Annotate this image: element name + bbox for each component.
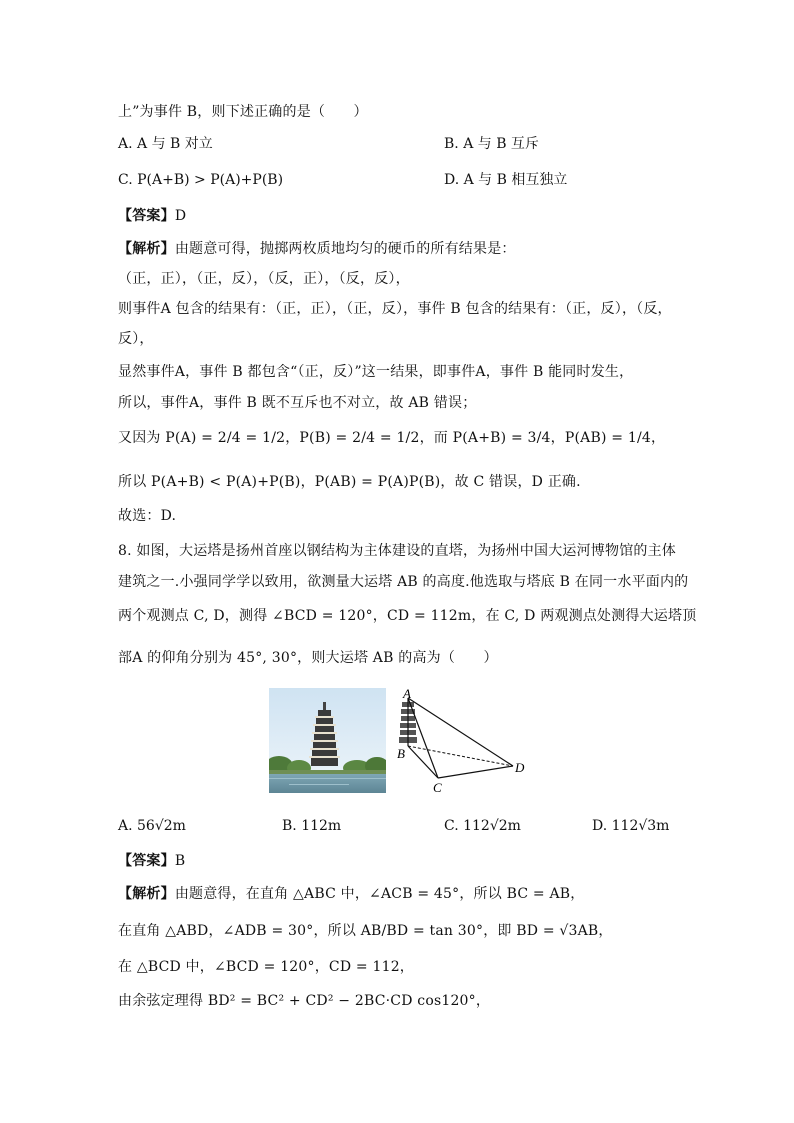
q7-analysis-line: 则事件A 包含的结果有：（正，正），（正，反），事件 B 包含的结果有：（正，反），（反，: [118, 301, 672, 317]
q8-analysis-line: 在直角 △ABD，∠ADB = 30°，所以 AB/BD = tan 30°，即 BD = √3AB，: [118, 923, 613, 939]
q8-option-d: D. 112√3m: [592, 818, 670, 834]
q8-analysis-line: 在 △BCD 中，∠BCD = 120°，CD = 112，: [118, 959, 415, 975]
q8-analysis-line: 由余弦定理得 BD² = BC² + CD² − 2BC·CD cos120°，: [118, 993, 491, 1009]
q8-stem-line: 部A 的仰角分别为 45°, 30°，则大运塔 AB 的高为（ ）: [118, 650, 498, 666]
q8-analysis-text: 由题意得，在直角 △ABC 中，∠ACB = 45°，所以 BC = AB，: [174, 886, 585, 902]
q7-option-c: C. P(A+B) > P(A)+P(B): [118, 172, 284, 188]
q8-analysis-tag: 【解析】: [118, 886, 175, 902]
q7-answer-line: [118, 206, 186, 226]
q8-option-a: A. 56√2m: [118, 818, 186, 834]
q7-analysis-line: （正，正），（正，反），（反，正），（反，反），: [118, 271, 410, 287]
q7-analysis-line: 又因为 P(A) = 2/4 = 1/2，P(B) = 2/4 = 1/2，而 P(A+B) = 3/4，P(AB) = 1/4，: [118, 430, 666, 446]
q8-analysis-line: [118, 884, 584, 904]
q7-analysis-line: 所以，事件A，事件 B 既不互斥也不对立，故 AB 错误；: [118, 395, 477, 411]
q7-analysis-line: [118, 239, 516, 259]
label-b: B: [397, 746, 405, 761]
q8-answer-line: [118, 851, 185, 871]
segment-cd: [438, 766, 513, 778]
q8-option-b: B. 112m: [282, 818, 342, 834]
q8-answer-tag: 【答案】: [118, 853, 175, 869]
geometry-diagram: [393, 686, 528, 798]
q7-analysis-line: 反），: [118, 331, 154, 347]
q7-option-d: D. A 与 B 相互独立: [444, 172, 568, 188]
q7-option-a: A. A 与 B 对立: [118, 136, 213, 152]
q7-analysis-line: 所以 P(A+B) < P(A)+P(B)，P(AB) = P(A)P(B)，故 C 错误，D 正确.: [118, 474, 581, 490]
q8-stem-line: 两个观测点 C, D，测得 ∠BCD = 120°，CD = 112m，在 C, D 两观测点处测得大运塔顶: [118, 608, 697, 624]
q8-option-c: C. 112√2m: [444, 818, 521, 834]
q8-stem-line: 建筑之一.小强同学学以致用，欲测量大运塔 AB 的高度.他选取与塔底 B 在同一水平面内的: [118, 574, 689, 590]
q7-option-b: B. A 与 B 互斥: [444, 136, 539, 152]
q7-answer: D: [174, 208, 187, 224]
q8-stem-line: 8. 如图，大运塔是扬州首座以钢结构为主体建设的直塔，为扬州中国大运河博物馆的主体: [118, 543, 677, 559]
label-a: A: [403, 686, 411, 701]
q7-answer-tag: 【答案】: [118, 208, 175, 224]
q7-analysis-text: 由题意可得，抛掷两枚质地均匀的硬币的所有结果是：: [174, 241, 516, 257]
q7-stem-end: 上”为事件 B，则下述正确的是（ ）: [118, 104, 368, 120]
q7-analysis-tag: 【解析】: [118, 241, 175, 257]
pagoda-photo: [269, 688, 386, 793]
q7-analysis-line: 显然事件A，事件 B 都包含“（正，反）”这一结果，即事件A，事件 B 能同时发生，: [118, 364, 634, 380]
label-d: D: [515, 760, 525, 775]
segment-ad: [408, 698, 513, 766]
label-c: C: [433, 780, 442, 795]
q8-answer: B: [174, 853, 186, 869]
q7-analysis-line: 故选：D.: [118, 508, 177, 524]
